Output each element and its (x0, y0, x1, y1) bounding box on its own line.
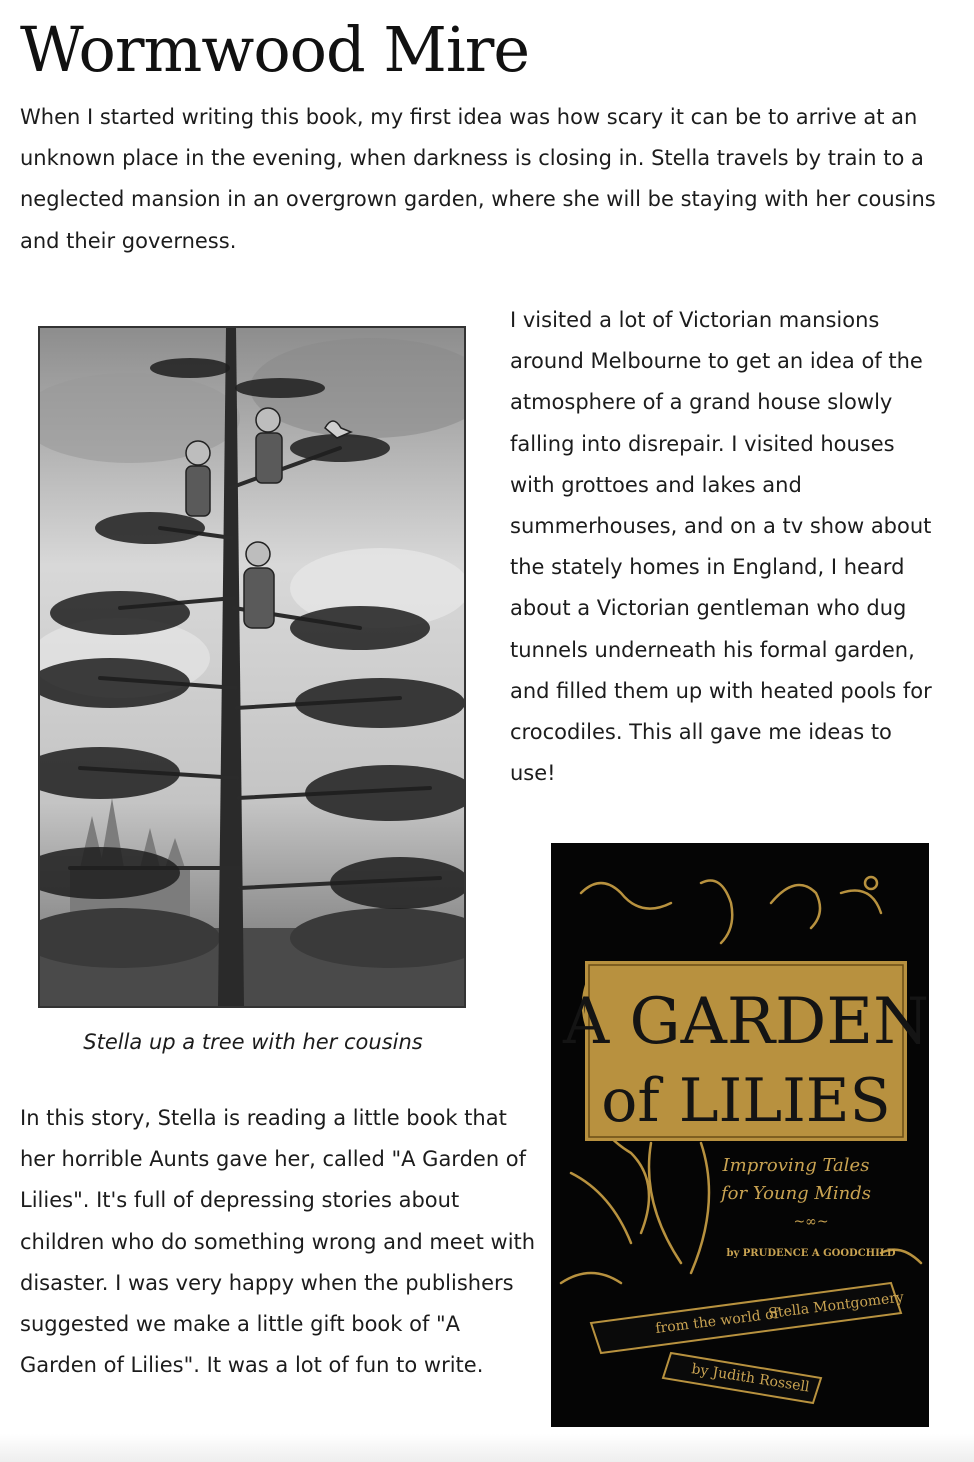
book-title-line2: of LILIES (601, 1066, 891, 1136)
book-title-line1: A GARDEN (562, 985, 929, 1059)
svg-text:~∞~: ~∞~ (793, 1214, 829, 1230)
page-title: Wormwood Mire (20, 13, 530, 86)
book-banner-right: Stella Montgomery (767, 1289, 905, 1322)
mansions-paragraph: I visited a lot of Victorian mansions around Melbourne to get an idea of the atmosphere of a grand house slowly falling into disrepair. I visited houses with grottoes and lakes and summerhouses, and on a tv show about the stately homes in England, I heard about a Victorian gentleman who dug tunnels underneath his formal garden, and filled them up with heated pools for crocodiles. This all gave me ideas to use! (510, 308, 932, 786)
gift-book-paragraph: In this story, Stella is reading a little book that her horrible Aunts gave her, called "A Garden of Lilies". It's full of depressing stories about children who do something wrong and meet with disaster. I was very happy when the publishers suggested we make a little gift book of "A Garden of Lilies". It was a lot of fun to write. (20, 1106, 536, 1378)
tree-illustration (38, 326, 466, 1008)
bottom-fade (0, 1434, 974, 1462)
book-subtitle-line1: Improving Tales (722, 1155, 870, 1176)
illustration-caption: Stella up a tree with her cousins (83, 1030, 423, 1054)
tree-illustration-drawing (40, 328, 464, 1006)
book-author: by PRUDENCE A GOODCHILD (726, 1248, 896, 1259)
book-banner-bottom: by Judith Rossell (690, 1361, 811, 1396)
book-cover-art (551, 843, 929, 1427)
intro-paragraph: When I started writing this book, my first idea was how scary it can be to arrive at an unknown place in the evening, when darkness is closing in. Stella travels by train to a neglected mansion in an overgrown garden, where she will be staying with her cousins and their governess. (20, 105, 936, 253)
book-subtitle-line2: for Young Minds (721, 1183, 871, 1204)
book-cover (551, 843, 929, 1427)
book-banner-left: from the world of (654, 1305, 780, 1337)
